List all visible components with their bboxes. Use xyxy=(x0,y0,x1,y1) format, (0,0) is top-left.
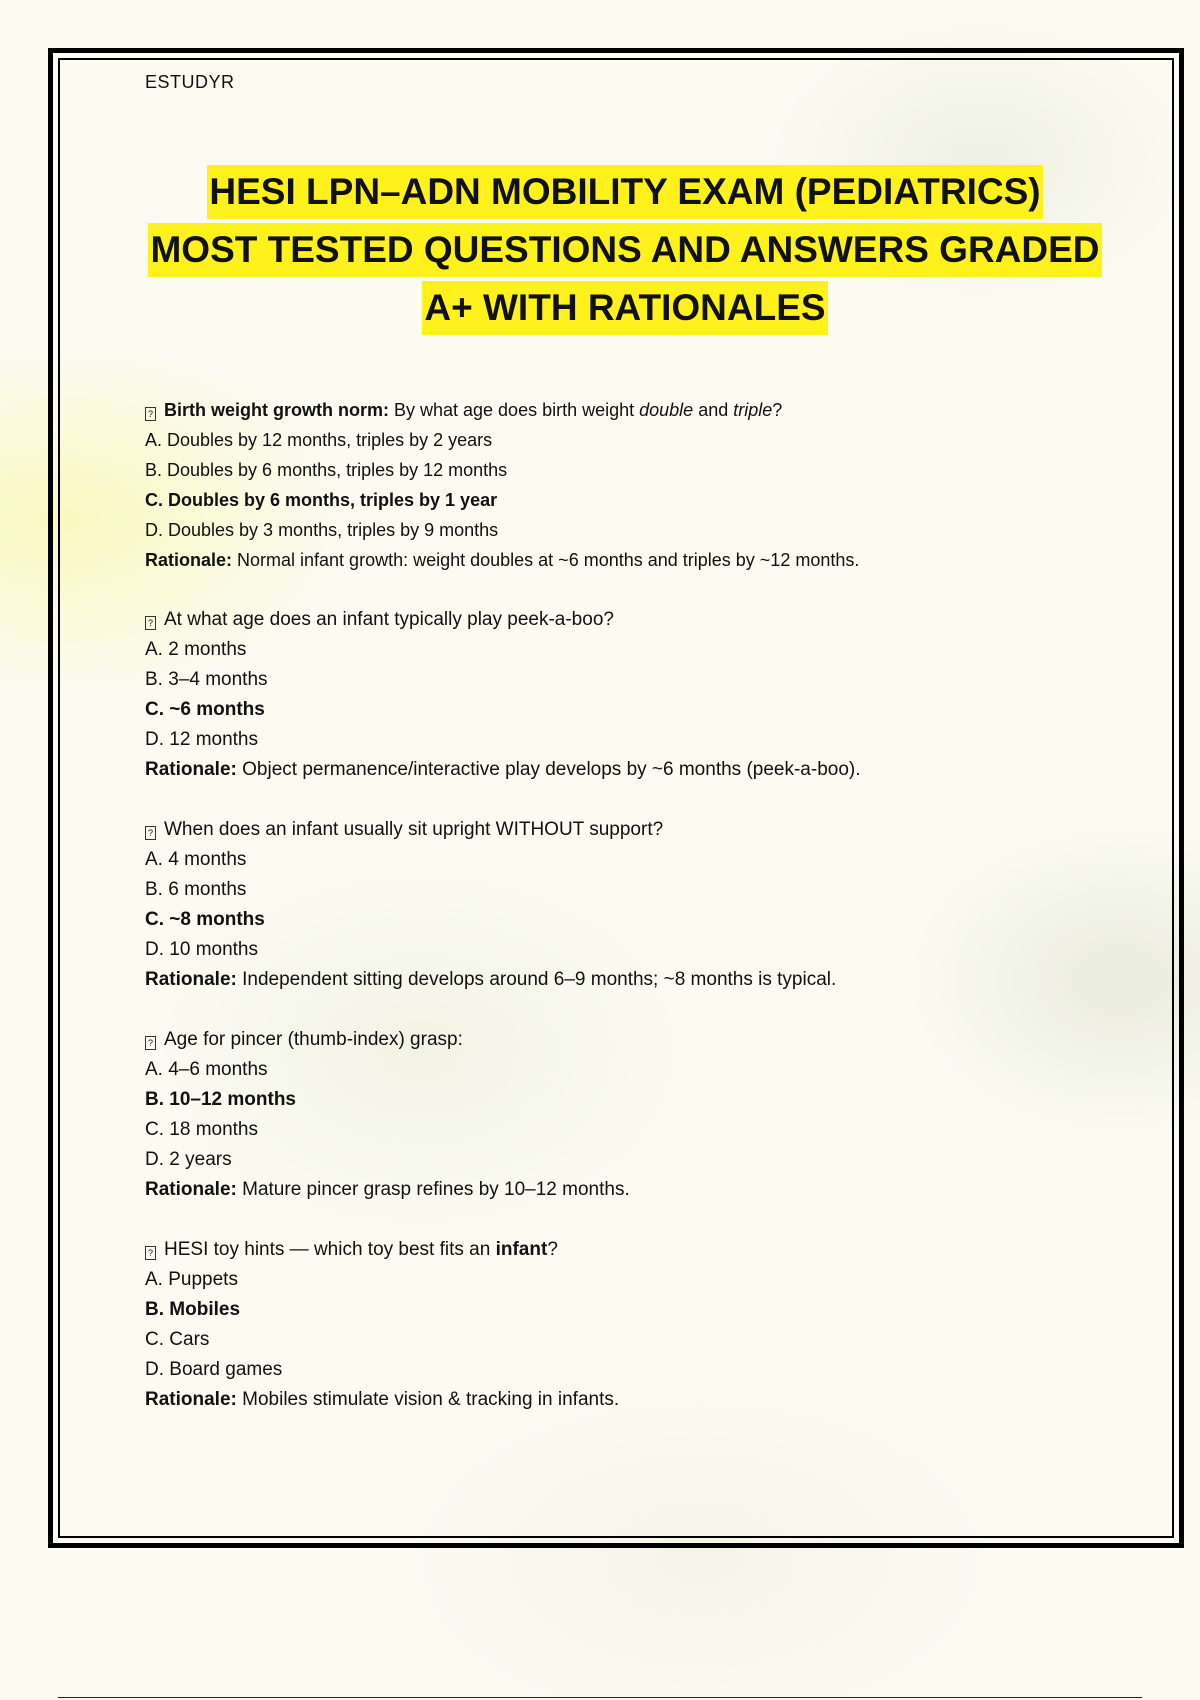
question-stem: ? HESI toy hints — which toy best fits an infant? xyxy=(145,1235,1105,1265)
question-marker-icon: ? xyxy=(145,616,156,630)
title-line-2: MOST TESTED QUESTIONS AND ANSWERS GRADED xyxy=(148,223,1101,277)
rationale: Rationale: Independent sitting develops around 6–9 months; ~8 months is typical. xyxy=(145,969,837,990)
footer-divider xyxy=(58,1697,1142,1698)
question-list xyxy=(145,395,1105,1415)
option-a: A. 4 months xyxy=(145,849,247,870)
option-b: B. 3–4 months xyxy=(145,669,268,690)
option-a: A. 4–6 months xyxy=(145,1059,268,1080)
option-b-correct: B. 10–12 months xyxy=(145,1089,296,1110)
question-1 xyxy=(145,395,1105,575)
question-stem: ? Age for pincer (thumb-index) grasp: xyxy=(145,1025,1105,1055)
document-title xyxy=(145,163,1105,337)
option-c-correct: C. ~8 months xyxy=(145,909,265,930)
title-line-1: HESI LPN–ADN MOBILITY EXAM (PEDIATRICS) xyxy=(207,165,1042,219)
document-content xyxy=(145,72,1105,1445)
question-stem: ? At what age does an infant typically play peek-a-boo? xyxy=(145,605,1105,635)
option-b: B. Doubles by 6 months, triples by 12 months xyxy=(145,460,508,480)
question-marker-icon: ? xyxy=(145,1246,156,1260)
question-4 xyxy=(145,1025,1105,1205)
question-marker-icon: ? xyxy=(145,826,156,840)
option-b-correct: B. Mobiles xyxy=(145,1299,241,1320)
rationale: Rationale: Mature pincer grasp refines by 10–12 months. xyxy=(145,1179,630,1200)
question-marker-icon: ? xyxy=(145,407,156,421)
option-a: A. Doubles by 12 months, triples by 2 years xyxy=(145,430,493,450)
option-d: D. 10 months xyxy=(145,939,258,960)
option-a: A. 2 months xyxy=(145,639,247,660)
rationale: Rationale: Object permanence/interactive play develops by ~6 months (peek-a-boo). xyxy=(145,759,861,780)
brand-label: ESTUDYR xyxy=(145,72,235,92)
option-b: B. 6 months xyxy=(145,879,247,900)
option-d: D. 2 years xyxy=(145,1149,232,1170)
option-d: D. Doubles by 3 months, triples by 9 months xyxy=(145,520,499,540)
question-2 xyxy=(145,605,1105,785)
question-stem: ? When does an infant usually sit upright WITHOUT support? xyxy=(145,815,1105,845)
option-c: C. 18 months xyxy=(145,1119,258,1140)
option-c: C. Cars xyxy=(145,1329,210,1350)
question-marker-icon: ? xyxy=(145,1036,156,1050)
option-c-correct: C. Doubles by 6 months, triples by 1 year xyxy=(145,490,498,510)
title-line-3: A+ WITH RATIONALES xyxy=(422,281,827,335)
option-a: A. Puppets xyxy=(145,1269,238,1290)
question-3 xyxy=(145,815,1105,995)
option-c-correct: C. ~6 months xyxy=(145,699,265,720)
option-d: D. Board games xyxy=(145,1359,283,1380)
question-stem: ? Birth weight growth norm: By what age does birth weight double and triple? xyxy=(145,395,1105,425)
rationale: Rationale: Mobiles stimulate vision & tracking in infants. xyxy=(145,1389,620,1410)
rationale: Rationale: Normal infant growth: weight doubles at ~6 months and triples by ~12 months. xyxy=(145,550,860,570)
option-d: D. 12 months xyxy=(145,729,258,750)
question-5 xyxy=(145,1235,1105,1415)
